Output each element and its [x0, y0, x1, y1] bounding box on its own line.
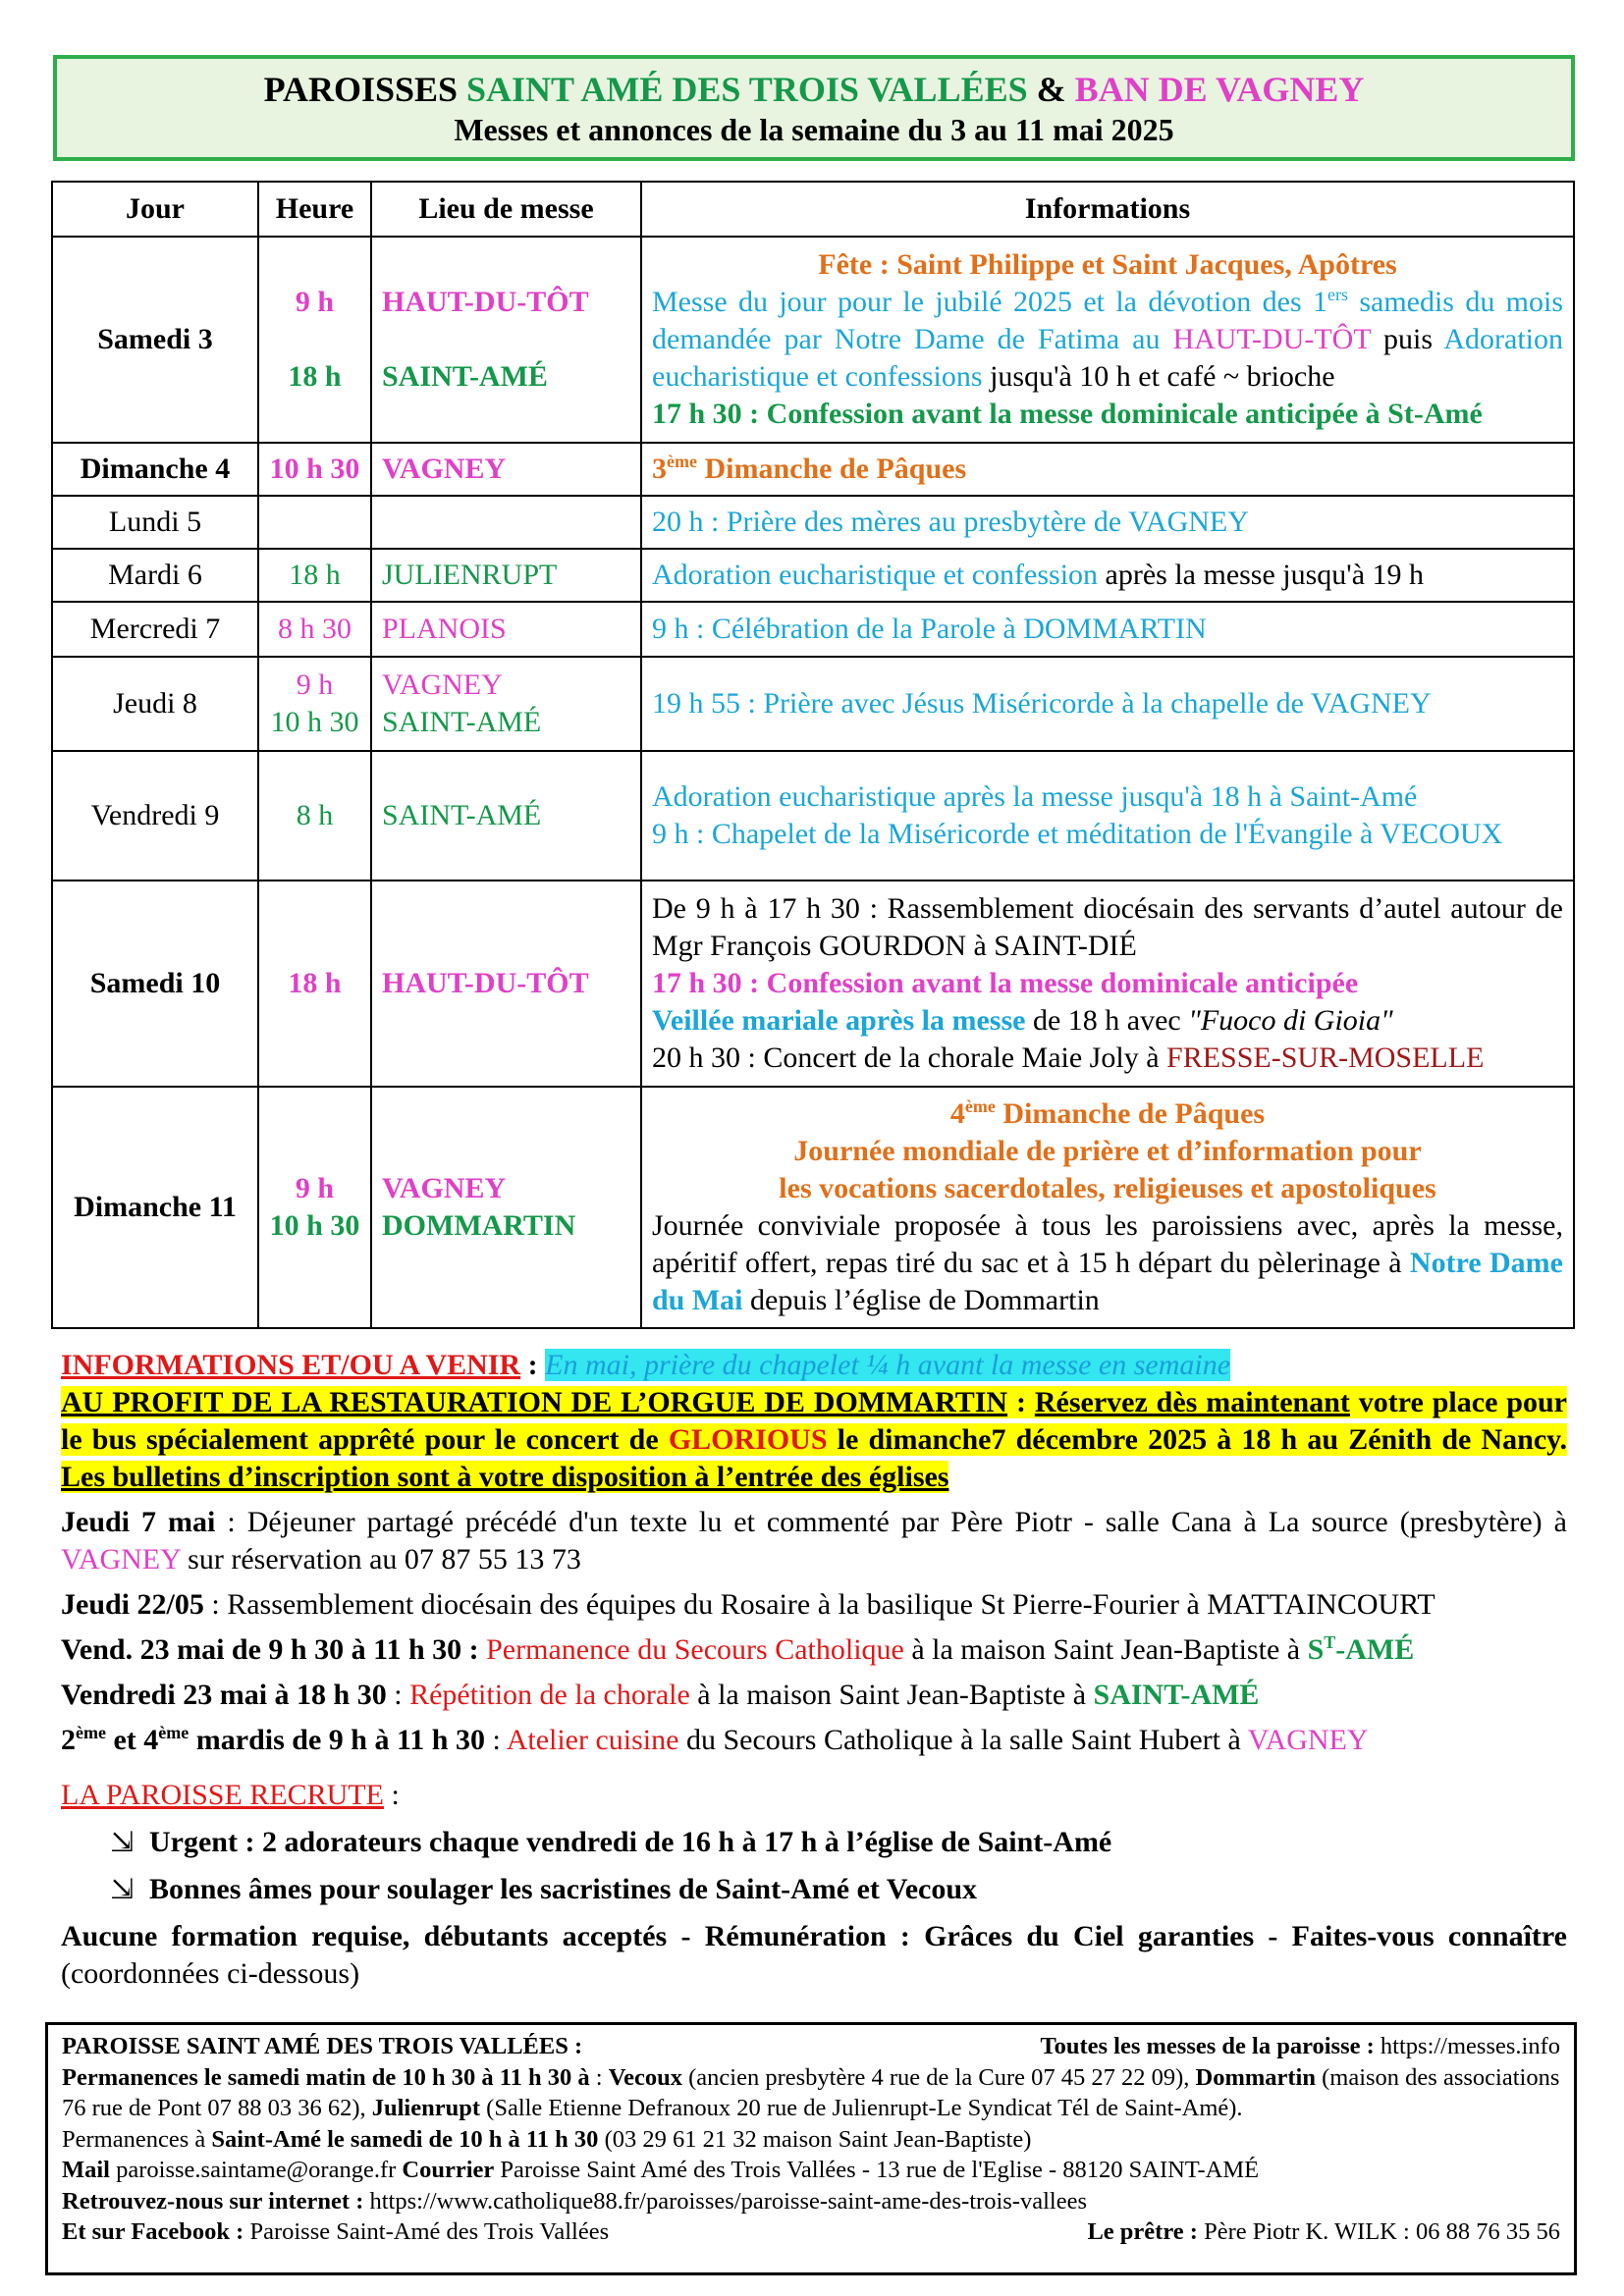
place-cell: SAINT-AMÉ — [371, 751, 641, 881]
separator: : — [1007, 1386, 1035, 1418]
info-text: 9 h : Chapelet de la Miséricorde et méditation de l'Évangile à VECOUX — [652, 818, 1503, 850]
hour-value: 9 h — [296, 668, 334, 701]
info-fragment: depuis l’église de Dommartin — [742, 1284, 1100, 1316]
arrow-icon: ⇲ — [110, 1873, 135, 1905]
announcement-text: du Secours Catholique à la salle Saint Hubert à — [678, 1724, 1248, 1756]
table-row — [52, 443, 1574, 496]
announcement-item — [61, 1722, 1567, 1759]
orgue-text: Réservez dès maintenant — [1034, 1386, 1350, 1418]
place-value: VAGNEY — [382, 668, 503, 701]
footer-parish: PAROISSE SAINT AMÉ DES TROIS VALLÉES : — [62, 2033, 583, 2059]
info-cell — [641, 881, 1574, 1087]
announcement-sup: T — [1324, 1632, 1336, 1652]
info-text — [652, 284, 1563, 396]
footer-row — [62, 2216, 1560, 2248]
info-cell: 20 h : Prière des mères au presbytère de VAGNEY — [641, 496, 1574, 549]
footer-label: Dommartin — [1195, 2063, 1316, 2091]
place-value: VAGNEY — [382, 1172, 507, 1204]
day-cell: Vendredi 9 — [52, 751, 258, 881]
announcement-date: Vendredi 23 mai à 18 h 30 — [61, 1679, 387, 1711]
day-cell: Mardi 6 — [52, 549, 258, 602]
col-header-day: Jour — [52, 182, 258, 237]
header-title — [57, 69, 1571, 110]
table-row — [52, 237, 1574, 443]
info-fragment: jusqu'à 10 h et café ~ brioche — [982, 360, 1335, 393]
announcement-text: à la maison Saint Jean-Baptiste à — [903, 1633, 1308, 1666]
hour-value: 9 h — [295, 1172, 335, 1204]
place-cell — [371, 657, 641, 751]
header-ampersand: & — [1036, 70, 1066, 109]
announcement-item — [61, 1631, 1567, 1669]
announcement-text: sur réservation au 07 87 55 13 73 — [180, 1543, 581, 1575]
footer-contact — [62, 2155, 1560, 2186]
info-cell: 9 h : Célébration de la Parole à DOMMARTIN — [641, 602, 1574, 657]
info-title — [652, 1095, 1563, 1133]
hour-cell: 18 h — [258, 881, 371, 1087]
table-row — [52, 751, 1574, 881]
announcement-highlight: Répétition de la chorale — [409, 1679, 690, 1711]
announcement-date: Vend. 23 mai de 9 h 30 à 11 h 30 : — [61, 1633, 479, 1666]
website-link[interactable]: https://www.catholique88.fr/paroisses/paroisse-saint-ame-des-trois-vallees — [363, 2187, 1087, 2215]
day-cell: Dimanche 11 — [52, 1087, 258, 1328]
parish-name-vagney: BAN DE VAGNEY — [1074, 70, 1365, 109]
info-text — [652, 1002, 1563, 1040]
info-sup: ème — [667, 452, 697, 471]
table-header-row — [52, 182, 1574, 237]
place-cell — [371, 1087, 641, 1328]
place-cell — [371, 237, 641, 443]
footer-text: Paroisse Saint Amé des Trois Vallées - 13 rue de l'Eglise - 88120 SAINT-AMÉ — [494, 2157, 1260, 2183]
footer-web — [62, 2186, 1560, 2217]
announcement-date: mardis de 9 h à 11 h 30 — [189, 1724, 485, 1756]
masses-link[interactable]: https://messes.info — [1374, 2033, 1560, 2059]
table-row — [52, 602, 1574, 657]
place-cell: JULIENRUPT — [371, 549, 641, 602]
announcement-item — [61, 1586, 1567, 1624]
parish-name-saint-ame: SAINT AMÉ DES TROIS VALLÉES — [466, 70, 1028, 109]
announcement-text: : Rassemblement diocésain des équipes du Rosaire à la basilique St Pierre-Fourier à MATTAINCOURT — [203, 1588, 1435, 1621]
info-cell: 19 h 55 : Prière avec Jésus Miséricorde à la chapelle de VAGNEY — [641, 657, 1574, 751]
separator: : — [589, 2063, 609, 2091]
arrow-icon: ⇲ — [110, 1826, 135, 1858]
announcement-date: Jeudi 22/05 — [61, 1588, 204, 1621]
separator: : — [386, 1679, 410, 1711]
footer-row — [62, 2031, 1560, 2062]
hour-value: 10 h 30 — [270, 706, 359, 738]
announcement-highlight: Permanence du Secours Catholique — [478, 1633, 904, 1666]
info-fragment: Veillée mariale après la messe — [652, 1004, 1026, 1037]
hour-cell: 8 h — [258, 751, 371, 881]
hour-cell — [258, 1087, 371, 1328]
info-highlight: En mai, prière du chapelet ¼ h avant la messe en semaine — [545, 1349, 1231, 1381]
place-value: HAUT-DU-TÔT — [382, 286, 589, 318]
hour-cell: 10 h 30 — [258, 443, 371, 496]
footer-label: Julienrupt — [371, 2095, 481, 2121]
announcement-place: VAGNEY — [61, 1543, 181, 1575]
footer-permanences-saint-ame — [62, 2124, 1560, 2156]
info-fragment: Dimanche de Pâques — [696, 453, 967, 485]
day-cell: Mercredi 7 — [52, 602, 258, 657]
orgue-text: Les bulletins d’inscription sont à votre disposition à l’entrée des églises — [61, 1461, 949, 1493]
separator: : — [383, 1779, 400, 1811]
announcements — [61, 1347, 1567, 1993]
footer-label: Le prêtre : — [1087, 2218, 1198, 2245]
hour-value: 9 h — [295, 286, 335, 318]
announcement-item — [61, 1677, 1567, 1714]
announcement-place: S — [1307, 1633, 1325, 1666]
separator: : — [485, 1724, 507, 1756]
table-row — [52, 549, 1574, 602]
header-box — [53, 55, 1575, 161]
place-cell: PLANOIS — [371, 602, 641, 657]
orgue-title: AU PROFIT DE LA RESTAURATION DE L’ORGUE DE DOMMARTIN — [61, 1386, 1008, 1418]
hour-cell — [258, 496, 371, 549]
info-fragment: 20 h 30 : Concert de la chorale Maie Joly à — [652, 1041, 1167, 1074]
info-cell — [641, 237, 1574, 443]
info-fragment: Adoration eucharistique et confessions — [652, 323, 1564, 393]
mail-link[interactable]: paroisse.saintame@orange.fr — [110, 2157, 403, 2183]
day-cell: Samedi 10 — [52, 881, 258, 1087]
info-cell — [641, 751, 1574, 881]
recrute-text: (coordonnées ci-dessous) — [61, 1957, 360, 1990]
col-header-info: Informations — [641, 182, 1574, 237]
info-fragment: après la messe jusqu'à 19 h — [1098, 559, 1425, 591]
announcement-date: Jeudi 7 mai — [61, 1506, 216, 1538]
footer-permanences — [62, 2062, 1560, 2124]
table-row — [52, 1087, 1574, 1328]
info-fragment: Notre Dame du Mai — [652, 1247, 1563, 1316]
info-title: Journée mondiale de prière et d’information pour — [793, 1135, 1422, 1167]
orgue-text: votre place pour le bus spécialement apprêté pour le concert de — [61, 1386, 1567, 1456]
hour-value: 18 h — [288, 360, 342, 393]
footer-box — [45, 2022, 1577, 2275]
info-sup: ème — [964, 1096, 996, 1116]
info-fragment: Dimanche de Pâques — [995, 1097, 1266, 1130]
place-value: SAINT-AMÉ — [382, 360, 548, 393]
announcement-text: : Déjeuner partagé précédé d'un texte lu et commenté par Père Piotr - salle Cana à La source (presbytère) à — [215, 1506, 1567, 1538]
col-header-hour: Heure — [258, 182, 371, 237]
footer-label: Courrier — [402, 2157, 495, 2183]
info-text: 17 h 30 : Confession avant la messe dominicale anticipée — [652, 967, 1359, 999]
place-value: DOMMARTIN — [382, 1209, 576, 1242]
footer-text: (03 29 61 21 32 maison Saint Jean-Baptiste) — [598, 2125, 1032, 2153]
info-text — [652, 1207, 1563, 1319]
info-fragment: "Fuoco di Gioia" — [1188, 1004, 1393, 1037]
separator: : — [520, 1349, 546, 1381]
recrute-item — [61, 1871, 1567, 1908]
recrute-item — [61, 1824, 1567, 1861]
recrute-text: Aucune formation requise, débutants acceptés - Rémunération : Grâces du Ciel garanties - Faites-vous connaître — [61, 1920, 1567, 1952]
footer-text: (maison des associations 76 rue de Pont 07 88 03 36 62), — [62, 2063, 1560, 2121]
orgue-glorious: GLORIOUS — [668, 1423, 828, 1456]
info-fragment: samedis du mois demandée par Notre Dame de Fatima au — [652, 286, 1564, 355]
orgue-announcement — [61, 1384, 1567, 1496]
footer-label: Mail — [62, 2157, 110, 2183]
recrute-text: Bonnes âmes pour soulager les sacristines de Saint-Amé et Vecoux — [149, 1873, 978, 1905]
hour-cell — [258, 237, 371, 443]
day-cell: Jeudi 8 — [52, 657, 258, 751]
hour-cell — [258, 657, 371, 751]
announcement-place: SAINT-AMÉ — [1093, 1679, 1260, 1711]
footer-label: Saint-Amé le samedi de 10 h à 11 h 30 — [211, 2125, 599, 2153]
info-text: 17 h 30 : Confession avant la messe dominicale anticipée à St-Amé — [652, 398, 1483, 430]
info-fragment: 4 — [949, 1097, 965, 1130]
footer-text: Permanences à — [62, 2125, 212, 2153]
info-title: INFORMATIONS ET/OU A VENIR — [61, 1349, 521, 1381]
col-header-place: Lieu de messe — [371, 182, 641, 237]
hour-value: 10 h 30 — [269, 1209, 360, 1242]
feast-title: Fête : Saint Philippe et Saint Jacques, Apôtres — [818, 248, 1397, 281]
place-cell: VAGNEY — [371, 443, 641, 496]
table-row — [52, 496, 1574, 549]
announcement-sup: ème — [158, 1723, 189, 1742]
announcement-highlight: Atelier cuisine — [506, 1724, 679, 1756]
footer-label: Permanences le samedi matin de 10 h 30 à 11 h 30 à — [62, 2063, 590, 2091]
place-cell — [371, 496, 641, 549]
info-sup: ers — [1326, 285, 1348, 304]
announcement-text: à la maison Saint Jean-Baptiste à — [689, 1679, 1094, 1711]
info-fragment: Adoration eucharistique et confession — [652, 559, 1099, 591]
footer-text: Père Piotr K. WILK : 06 88 76 35 56 — [1197, 2218, 1560, 2245]
info-title: les vocations sacerdotales, religieuses et apostoliques — [779, 1172, 1436, 1204]
schedule-table — [51, 181, 1575, 1329]
table-row — [52, 881, 1574, 1087]
footer-label: Et sur Facebook : — [62, 2218, 244, 2245]
info-line — [61, 1347, 1567, 1384]
info-text — [652, 1040, 1563, 1077]
announcement-sup: ème — [76, 1723, 106, 1742]
footer-text: (ancien presbytère 4 rue de la Cure 07 45 27 22 09), — [682, 2063, 1196, 2091]
info-fragment: puis — [1371, 323, 1444, 355]
info-text: Adoration eucharistique après la messe jusqu'à 18 h à Saint-Amé — [652, 780, 1418, 813]
recrute-title-line — [61, 1777, 1567, 1814]
info-cell — [641, 443, 1574, 496]
footer-label: Toutes les messes de la paroisse : — [1040, 2033, 1375, 2059]
facebook-link[interactable]: Paroisse Saint-Amé des Trois Vallées — [244, 2218, 610, 2245]
announcement-place: VAGNEY — [1247, 1724, 1369, 1756]
recrute-footer — [61, 1918, 1567, 1993]
info-cell — [641, 1087, 1574, 1328]
day-cell: Samedi 3 — [52, 237, 258, 443]
hour-cell: 8 h 30 — [258, 602, 371, 657]
info-fragment: 3 — [652, 453, 667, 485]
announcement-date: 2 — [61, 1724, 76, 1756]
info-place: HAUT-DU-TÔT — [1172, 323, 1372, 355]
footer-label: Retrouvez-nous sur internet : — [62, 2187, 364, 2215]
info-cell — [641, 549, 1574, 602]
info-fragment: de 18 h avec — [1025, 1004, 1189, 1037]
footer-text: (Salle Etienne Defranoux 20 rue de Julienrupt-Le Syndicat Tél de Saint-Amé). — [480, 2095, 1243, 2121]
announcement-date: et 4 — [105, 1724, 159, 1756]
info-place: FRESSE-SUR-MOSELLE — [1166, 1041, 1485, 1074]
recrute-title: LA PAROISSE RECRUTE — [61, 1779, 384, 1811]
info-text: De 9 h à 17 h 30 : Rassemblement diocésain des servants d’autel autour de Mgr François GOURDON à SAINT-DIÉ — [652, 892, 1563, 962]
day-cell: Lundi 5 — [52, 496, 258, 549]
hour-cell: 18 h — [258, 549, 371, 602]
announcement-item — [61, 1504, 1567, 1578]
header-subtitle: Messes et annonces de la semaine du 3 au 11 mai 2025 — [454, 112, 1174, 147]
recrute-text: Urgent : 2 adorateurs chaque vendredi de 16 h à 17 h à l’église de Saint-Amé — [149, 1826, 1112, 1858]
info-fragment: Messe du jour pour le jubilé 2025 et la dévotion des 1 — [652, 286, 1327, 318]
place-cell: HAUT-DU-TÔT — [371, 881, 641, 1087]
announcement-place: -AMÉ — [1335, 1633, 1415, 1666]
place-value: SAINT-AMÉ — [382, 706, 542, 738]
orgue-text: le dimanche7 décembre 2025 à 18 h au Zénith de Nancy. — [827, 1423, 1568, 1456]
header-word: PAROISSES — [263, 70, 459, 109]
table-row — [52, 657, 1574, 751]
info-fragment: Journée conviviale proposée à tous les paroissiens avec, après la messe, apéritif offert, repas tiré du sac et à 15 h départ du pèlerinage à — [652, 1209, 1563, 1279]
day-cell: Dimanche 4 — [52, 443, 258, 496]
footer-label: Vecoux — [608, 2063, 683, 2091]
